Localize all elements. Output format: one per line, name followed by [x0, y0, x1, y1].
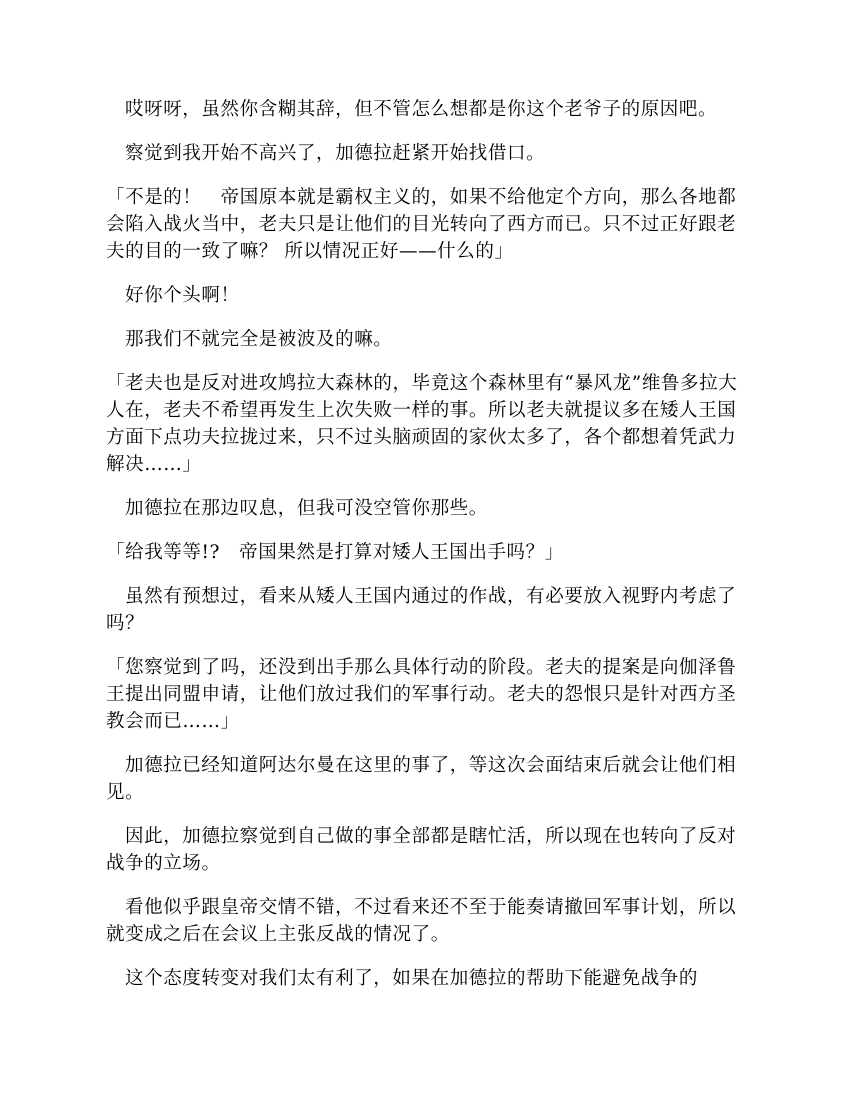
- document-page: [106, 96, 746, 1009]
- dialogue-paragraph: 「给我等等!? 帝国果然是打算对矮人王国出手吗？」: [106, 542, 564, 563]
- narration-paragraph: 察觉到我开始不高兴了，加德拉赶紧开始找借口。: [125, 143, 546, 164]
- narration-paragraph: 看他似乎跟皇帝交情不错，不过看来还不至于能奏请撤回军事计划，所以就变成之后在会议上主张反战的情况了。: [106, 897, 737, 945]
- narration-paragraph: 虽然有预想过，看来从矮人王国内通过的作战，有必要放入视野内考虑了吗？: [106, 586, 737, 634]
- narration-paragraph: 好你个头啊！: [125, 285, 240, 306]
- narration-paragraph: 加德拉已经知道阿达尔曼在这里的事了，等这次会面结束后就会让他们相见。: [106, 755, 737, 803]
- dialogue-paragraph: 「不是的！ 帝国原本就是霸权主义的，如果不给他定个方向，那么各地都会陷入战火当中，老夫只是让他们的目光转向了西方而已。只不过正好跟老夫的目的一致了嘛？ 所以情况正好——什么的」: [106, 187, 737, 262]
- dialogue-paragraph: 「老夫也是反对进攻鸠拉大森林的，毕竟这个森林里有“暴风龙”维鲁多拉大人在，老夫不希望再发生上次失败一样的事。所以老夫就提议多在矮人王国方面下点功夫拉拢过来，只不过头脑顽固的家伙太多了，各个都想着凭武力解决……」: [106, 373, 738, 475]
- narration-paragraph: 哎呀呀，虽然你含糊其辞，但不管怎么想都是你这个老爷子的原因吧。: [125, 99, 718, 120]
- narration-paragraph: 因此，加德拉察觉到自己做的事全部都是瞎忙活，所以现在也转向了反对战争的立场。: [106, 826, 737, 874]
- narration-paragraph: 加德拉在那边叹息，但我可没空管你那些。: [125, 498, 488, 519]
- narration-paragraph: 这个态度转变对我们太有利了，如果在加德拉的帮助下能避免战争的: [125, 968, 699, 989]
- dialogue-paragraph: 「您察觉到了吗，还没到出手那么具体行动的阶段。老夫的提案是向伽泽鲁王提出同盟申请，让他们放过我们的军事行动。老夫的怨恨只是针对西方圣教会而已……」: [106, 657, 737, 732]
- narration-paragraph: 那我们不就完全是被波及的嘛。: [125, 329, 393, 350]
